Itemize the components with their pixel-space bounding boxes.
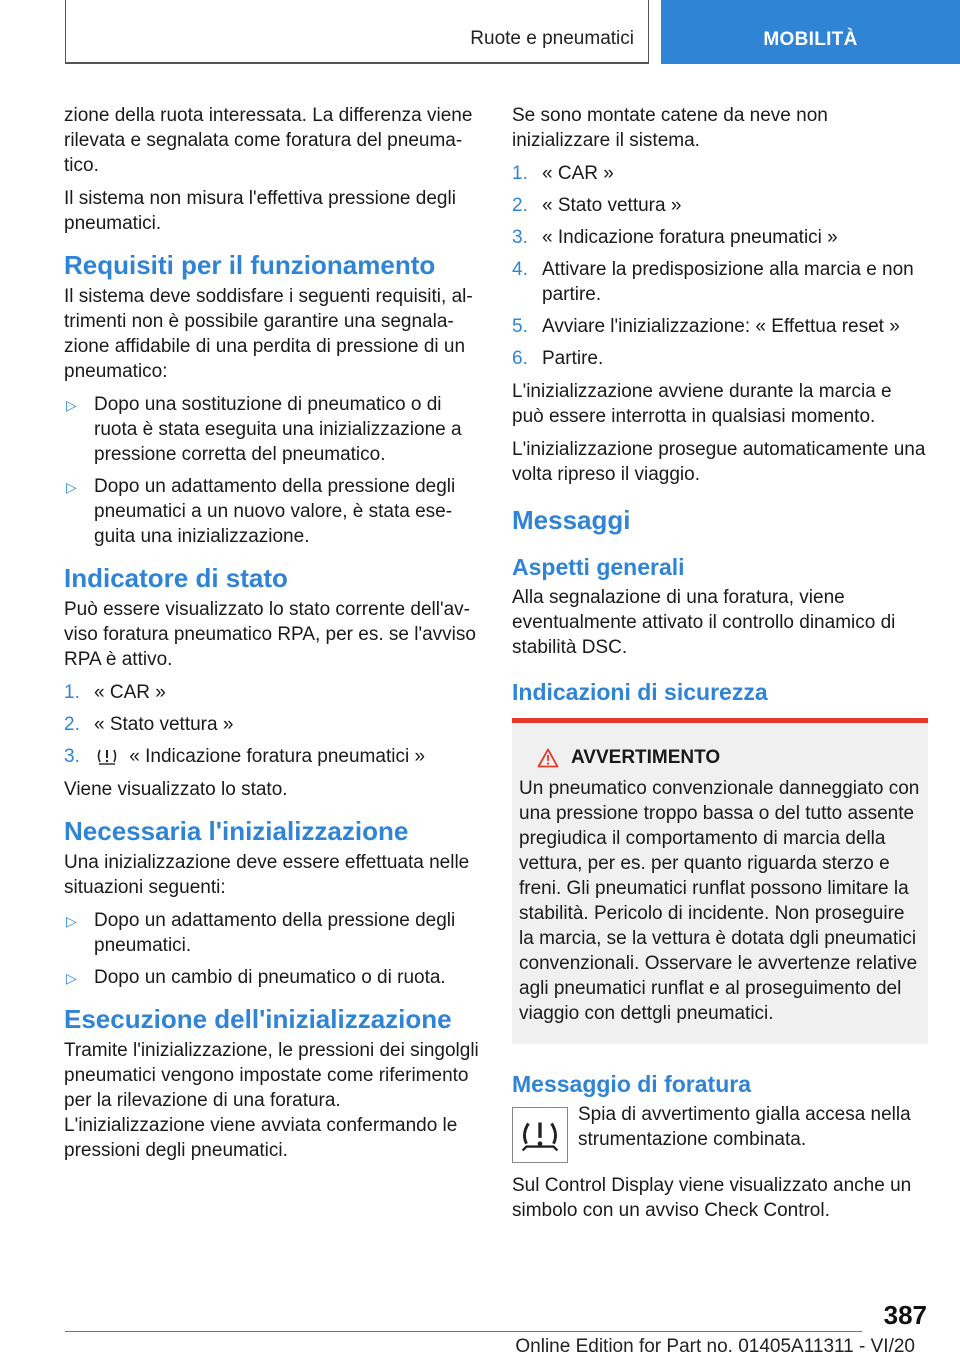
warning-box: [512, 718, 928, 1044]
list-item: ▷ Dopo un adattamento della pressione degli pneumatici a un nuovo valore, è stata eseguita una inizializzazione.: [66, 476, 456, 547]
heading-necessaria: Necessaria l'inizializzazione: [64, 816, 409, 846]
indicatore-steps: [64, 680, 480, 769]
section-title: Ruote e pneumatici: [470, 28, 634, 49]
paragraph: L'inizializzazione prosegue automaticamente una volta ripreso il viaggio.: [512, 439, 926, 485]
step-item: 5. Avviare l'inizializzazione: « Effettua reset »: [512, 316, 900, 337]
step-item: 6. Partire.: [512, 348, 604, 369]
requisiti-list: [64, 392, 480, 549]
reset-steps: [512, 161, 928, 371]
paragraph: Alla segnalazione di una foratura, viene eventualmente attivato il controllo dinamico di stabilità DSC.: [512, 587, 896, 658]
triangle-bullet-icon: ▷: [66, 397, 77, 413]
step-item: 3. « Indicazione foratura pneumatici »: [64, 746, 426, 767]
list-item: ▷ Dopo una sostituzione di pneumatico o di ruota è stata eseguita una inizializzazione a pressione corretta del pneumatico.: [66, 394, 462, 465]
warning-title: AVVERTIMENTO: [519, 745, 922, 770]
tpms-warning-icon: [512, 1107, 568, 1163]
right-column: [512, 103, 928, 1231]
step-item: 1. « CAR »: [64, 682, 166, 703]
heading-aspetti: Aspetti generali: [512, 554, 685, 580]
step-item: 4. Attivare la predisposizione alla marcia e non partire.: [512, 259, 914, 305]
heading-sicurezza: Indicazioni di sicurezza: [512, 679, 768, 705]
triangle-bullet-icon: ▷: [66, 913, 77, 929]
step-item: 2. « Stato vettura »: [512, 195, 682, 216]
paragraph: Viene visualizzato lo stato.: [64, 779, 288, 800]
list-item: ▷ Dopo un cambio di pneumatico o di ruota.: [64, 965, 480, 990]
section-tab: [65, 0, 649, 64]
heading-esecuzione: Esecuzione dell'inizializzazione: [64, 1004, 452, 1034]
paragraph: Può essere visualizzato lo stato corrente dell'avviso foratura pneumatico RPA, per es. se l'avviso RPA è attivo.: [64, 599, 476, 670]
paragraph: Il sistema non misura l'effettiva pressione degli pneumatici.: [64, 188, 456, 234]
footer-rule: [65, 1331, 862, 1332]
chapter-tab: [661, 0, 960, 64]
paragraph: Tramite l'inizializzazione, le pressioni dei singolgli pneumatici vengono impostate come riferimento per la rilevazione di una foratura. L'inizializzazione viene avviata confermando le pressioni degli pneumatici.: [64, 1040, 479, 1161]
necessaria-list: [64, 908, 480, 990]
heading-requisiti: Requisiti per il funzionamento: [64, 250, 436, 280]
paragraph: Se sono montate catene da neve non inizializzare il sistema.: [512, 105, 828, 151]
paragraph: Una inizializzazione deve essere effettuata nelle situazioni seguenti:: [64, 852, 470, 898]
step-item: 1. « CAR »: [512, 163, 614, 184]
step-item: 2. « Stato vettura »: [64, 714, 234, 735]
list-item: ▷ Dopo un adattamento della pressione degli pneumatici.: [66, 910, 456, 956]
warning-text: Un pneumatico convenzionale danneggiato con una pressione troppo bassa o del tutto assente pregiudica il comportamento di marcia della vettura, per es. per quanto riguarda sterzo e freni. Gli pneumatici runflat possono limitare la stabilità. Pericolo di incidente. Non proseguire la marcia, se la vettura è dotata dgli pneumatici convenzionali. Osservare le avvertenze relative agli pneumatici runflat e al proseguimento del viaggio con dettgli pneumatici.: [519, 778, 920, 1024]
paragraph: Spia di avvertimento gialla accesa nella strumentazione combinata.: [578, 1104, 911, 1150]
tpms-warning-icon: [96, 747, 118, 765]
page-header: [0, 0, 960, 64]
footer-edition: Online Edition for Part no. 01405A11311 - VI/20: [515, 1336, 915, 1357]
paragraph: L'inizializzazione avviene durante la marcia e può essere interrotta in qualsiasi momento.: [512, 381, 892, 427]
paragraph: Sul Control Display viene visualizzato anche un simbolo con un avviso Check Control.: [512, 1175, 912, 1221]
heading-messaggi: Messaggi: [512, 505, 631, 535]
heading-indicatore: Indicatore di stato: [64, 563, 288, 593]
triangle-bullet-icon: ▷: [66, 479, 77, 495]
left-column: [64, 103, 480, 1171]
chapter-title: MOBILITÀ: [763, 29, 858, 50]
heading-foratura: Messaggio di foratura: [512, 1071, 751, 1097]
triangle-bullet-icon: ▷: [66, 970, 77, 986]
warning-triangle-icon: [537, 748, 559, 768]
paragraph: zione della ruota interessata. La differenza viene rilevata e segnalata come foratura del pneumatico.: [64, 105, 473, 176]
step-item: 3. « Indicazione foratura pneumatici »: [512, 227, 838, 248]
lamp-row: [512, 1102, 928, 1163]
paragraph: Il sistema deve soddisfare i seguenti requisiti, altrimenti non è possibile garantire una segnalazione affidabile di una perdita di pressione di un pneumatico:: [64, 286, 473, 382]
page-number: 387: [883, 1300, 927, 1330]
